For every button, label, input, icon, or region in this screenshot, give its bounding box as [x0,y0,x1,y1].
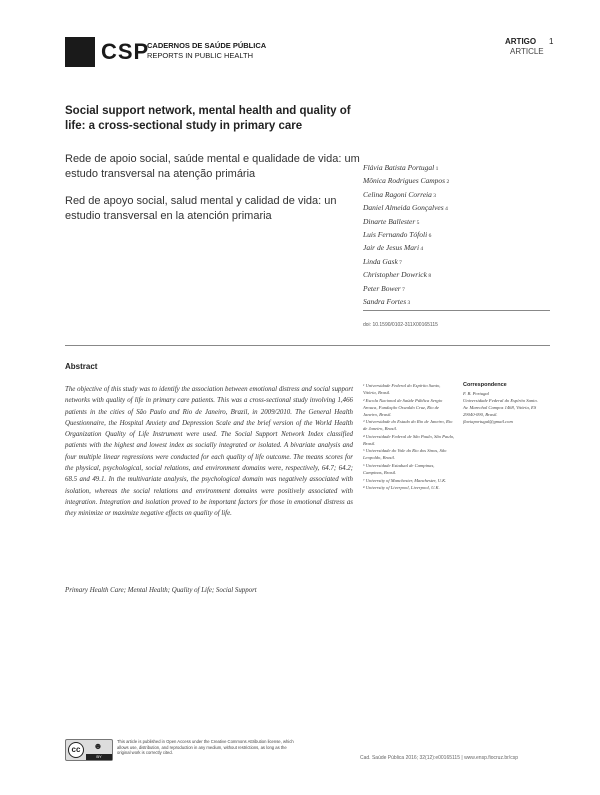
author-affiliation-number: 4 [443,206,448,213]
author-name-text: Jair de Jesus Mari [363,243,420,253]
divider [65,345,550,346]
author-affiliation-number: 3 [406,300,411,307]
affiliation-item: ⁵ Universidade do Vale do Rio dos Sinos, São Leopoldo, Brasil. [363,448,447,461]
affiliations [363,382,455,492]
author-name-text: Mônica Rodrigues Campos [363,176,446,186]
article-title-portuguese: Rede de apoio social, saúde mental e qualidade de vida: um estudo transversal na atenção primária [65,153,360,180]
page-number: 1 [549,37,554,46]
journal-logo-square [65,37,95,67]
affiliation-item: ¹ Universidade Federal do Espírito Santo, Vitória, Brasil. [363,383,441,395]
keywords: Primary Health Care; Mental Health; Quality of Life; Social Support [65,587,257,594]
cc-icon: cc [68,742,84,758]
author-name-text: Linda Gask [363,256,398,266]
author-name [363,202,563,215]
correspondence-address [463,390,563,425]
author-list [363,162,563,309]
divider [363,310,550,311]
author-name-text: Flávia Batista Portugal [363,163,435,172]
creative-commons-badge[interactable] [65,739,113,761]
cc-by-label: BY [86,754,112,760]
affiliation-item: ⁷ University of Manchester, Manchester, U.K. [363,477,447,483]
author-affiliation-number: 6 [427,233,432,240]
license-text: This article is published in Open Access under the Creative Commons Attribution license, which allows use, distribution, and reproduction in any medium, without restrictions, as long as the original work is correctly cited. [117,739,294,755]
author-affiliation-number: 1 [434,166,439,172]
article-label: ARTIGO [505,37,537,46]
journal-name-english: REPORTS IN PUBLIC HEALTH [147,51,253,60]
author-affiliation-number: 7 [397,259,402,266]
author-affiliation-number: 2 [445,179,450,186]
affiliation-item: ² Escola Nacional de Saúde Pública Sergio Arouca, Fundação Oswaldo Cruz, Rio de Janeiro, Brasil. [363,397,443,417]
correspondence-heading: Correspondence [463,382,507,388]
author-name-text: Sandra Fortes [363,297,407,307]
correspondence-line: F. B. Portugal [463,391,489,396]
author-affiliation-number: 7 [400,286,405,293]
author-name [363,189,563,202]
author-name-text: Celina Ragoni Correia [363,189,432,199]
author-name [363,283,563,296]
author-name [363,162,563,175]
abstract-text: The objective of this study was to identify the association between emotional distress and social support networks with quality of life in primary care patients. This was a cross-sectional study involving 1,466 patients in the cities of São Paulo and Rio de Janeiro, Brazil, in 2009/2010. The General Health Questionnaire, the Hospital Anxiety and Depression Scale and the brief version of the World Health Organization Quality of Life Instrument were used. The Social Support Network Index classified patients with the highest and lowest index as socially integrated or isolated. A bivariate analysis and four multiple linear regressions were conducted for each quality of life outcome. The means scores for the physical, psychological, social relations, and environment domains were, respectively, 64.7; 64.2; 68.5 and 49.1. In the multivariate analysis, the psychological domain was negatively associated with isolation, whereas the social relations and environment domains were positively associated with integration. Integration and isolation proved to be important factors for those in emotional distress as they minimize or maximize negative effects on quality of life. [65,386,353,518]
doi[interactable]: doi: 10.1590/0102-311X00165115 [363,322,438,328]
correspondence-line: Av. Marechal Campos 1468, Vitória, ES [463,405,537,410]
author-name-text: Daniel Almeida Gonçalves [363,203,444,213]
author-affiliation-number: 4 [419,246,424,253]
correspondence-line: Universidade Federal do Espírito Santo. [463,398,538,403]
article-title: Social support network, mental health and quality of life: a cross-sectional study in primary care [65,105,351,132]
author-name [363,269,563,282]
author-name [363,175,563,188]
author-name-text: Luis Fernando Tófoli [363,230,428,240]
affiliation-item: ⁶ Universidade Estadual de Campinas, Campinas, Brasil. [363,462,435,475]
author-name-text: Dinarte Ballester [363,216,416,226]
author-name-text: Peter Bower [363,283,401,293]
article-sublabel: ARTICLE [510,47,544,56]
author-affiliation-number: 3 [431,192,437,199]
page-footer: Cad. Saúde Pública 2016; 32(12):e00165115 | www.ensp.fiocruz.br/csp [360,755,518,761]
abstract-heading: Abstract [65,362,98,371]
author-name [363,216,563,229]
correspondence-email[interactable]: flaviaportugal@gmail.com [463,419,513,424]
person-icon: ☻ [93,741,103,751]
author-name [363,242,563,255]
affiliation-item: ³ Universidade do Estado do Rio de Janeiro, Rio de Janeiro, Brasil. [363,419,453,432]
author-affiliation-number: 5 [415,219,420,226]
journal-name: CADERNOS DE SAÚDE PÚBLICA [147,41,267,50]
affiliation-item: ⁸ University of Liverpool, Liverpool, U.K. [363,485,440,491]
author-name [363,256,563,269]
author-name [363,296,563,309]
author-name-text: Christopher Dowrick [363,270,427,280]
author-name [363,229,563,242]
affiliation-item: ⁴ Universidade Federal de São Paulo, São Paulo, Brasil. [363,433,455,446]
article-title-spanish: Red de apoyo social, salud mental y calidad de vida: un estudio transversal en la atención primaria [65,195,337,222]
journal-logo-text: CSP [101,39,150,64]
author-affiliation-number: 8 [426,273,432,280]
correspondence-line: 29040-090, Brasil. [463,412,498,417]
